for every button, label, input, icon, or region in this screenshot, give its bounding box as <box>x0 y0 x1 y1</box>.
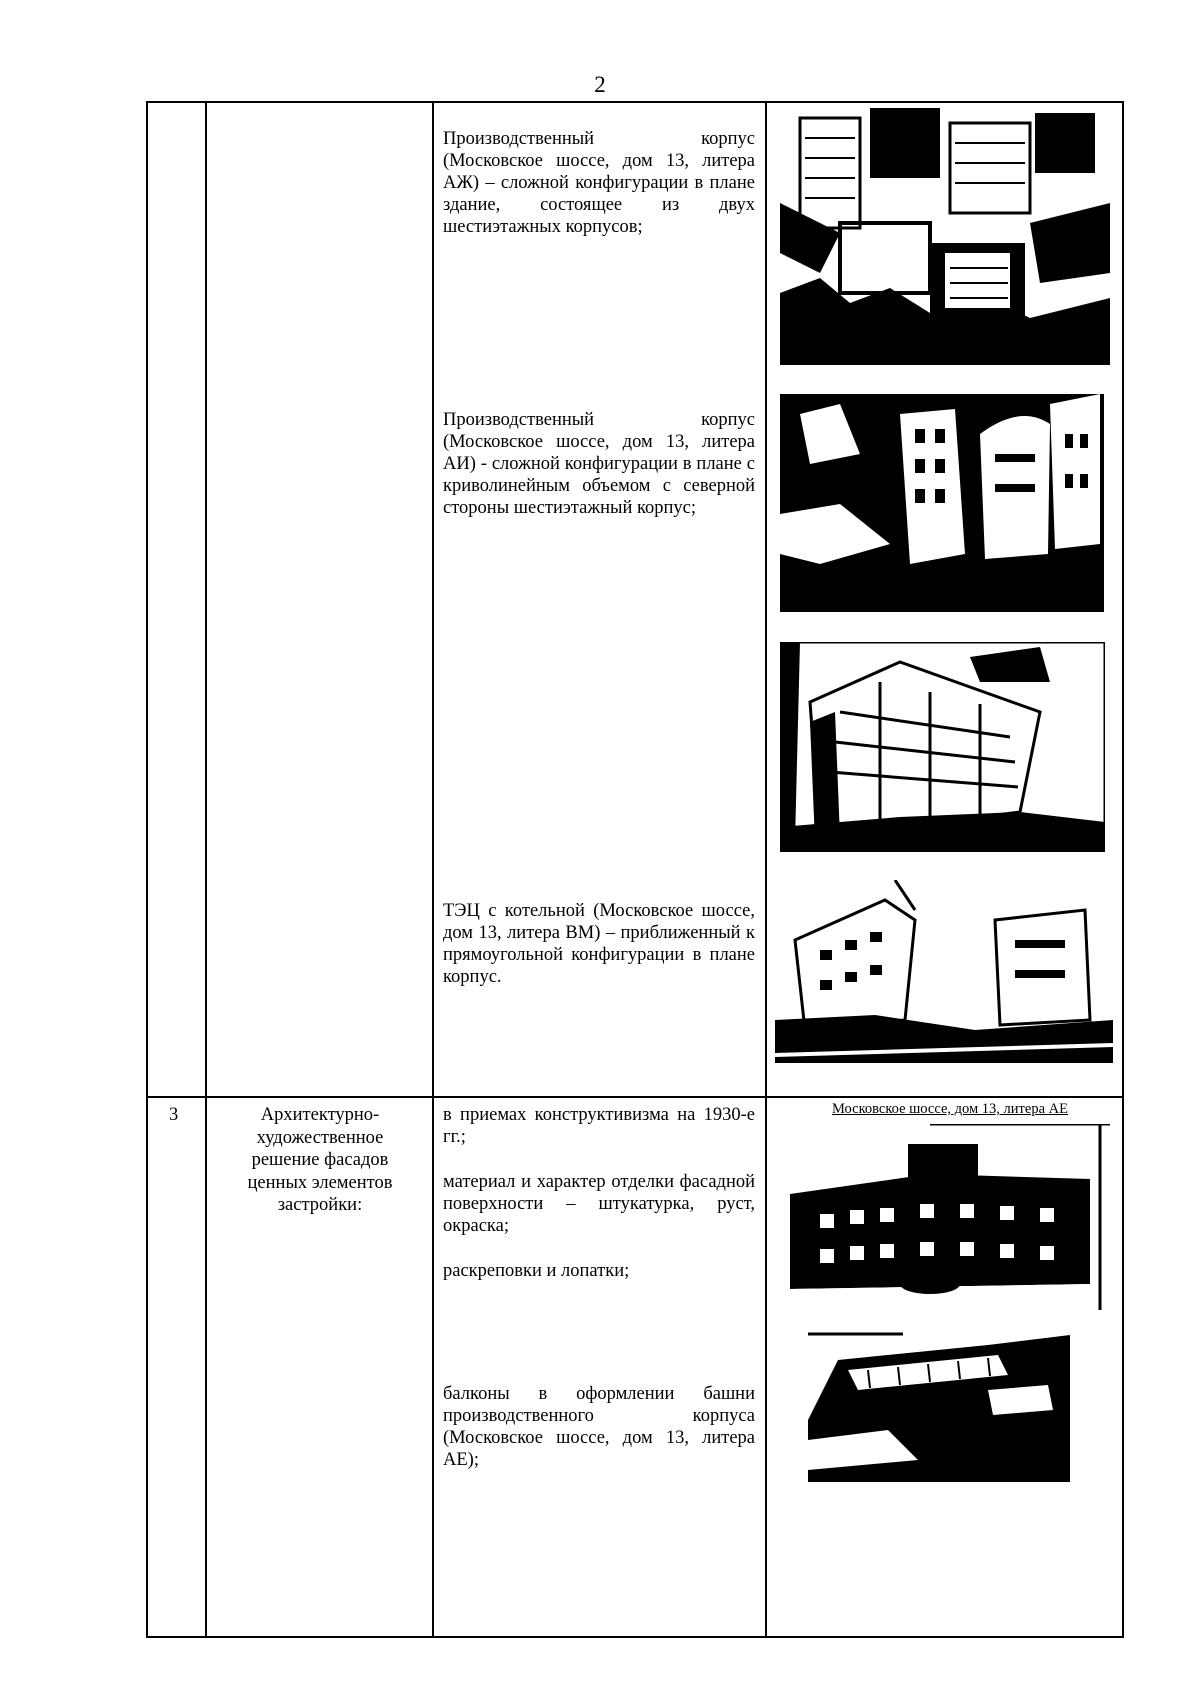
photo-building-ae <box>790 1124 1110 1310</box>
photo-aerial-building-azh <box>780 103 1110 365</box>
entry-projections: раскреповки и лопатки; <box>443 1261 630 1281</box>
entry-facade-finish: материал и характер отделки фасадной поверхности – штукатурка, руст, окраска; <box>443 1172 755 1236</box>
table-border-left <box>146 101 148 1638</box>
photo-tec-vm <box>775 880 1113 1063</box>
entry-building-ai: Производственный корпус (Московское шоссе, дом 13, литера АИ) - сложной конфигурации в плане с криволинейным объемом с северной стороны шестиэтажный корпус; <box>443 410 755 518</box>
photo-building-ai-view-2 <box>780 642 1105 852</box>
entry-tec-vm: ТЭЦ с котельной (Московское шоссе, дом 13, литера ВМ) – приближенный к прямоугольной конфигурации в плане корпус. <box>443 901 755 987</box>
table-divider-col1 <box>205 101 207 1638</box>
entry-balconies: балконы в оформлении башни производственного корпуса (Московское шоссе, дом 13, литера АЕ); <box>443 1384 755 1470</box>
section-name: Архитектурно-художественное решение фасадов ценных элементов застройки: <box>247 1105 393 1215</box>
photo-caption-ae: Московское шоссе, дом 13, литера АЕ <box>832 1101 1068 1117</box>
table-divider-col3 <box>765 101 767 1638</box>
table-border-bottom <box>146 1636 1124 1638</box>
photo-building-ai-view-1 <box>780 394 1104 612</box>
photo-balconies-ae <box>808 1330 1070 1482</box>
table-border-right <box>1122 101 1124 1638</box>
entry-constructivism: в приемах конструктивизма на 1930-е гг.; <box>443 1105 755 1147</box>
table-row-divider <box>146 1096 1124 1098</box>
page-number: 2 <box>594 72 606 97</box>
row-number: 3 <box>169 1105 179 1125</box>
entry-building-azh: Производственный корпус (Московское шоссе, дом 13, литера АЖ) – сложной конфигурации в плане здание, состоящее из двух шестиэтажных корпусов; <box>443 129 755 237</box>
table-divider-col2 <box>432 101 434 1638</box>
